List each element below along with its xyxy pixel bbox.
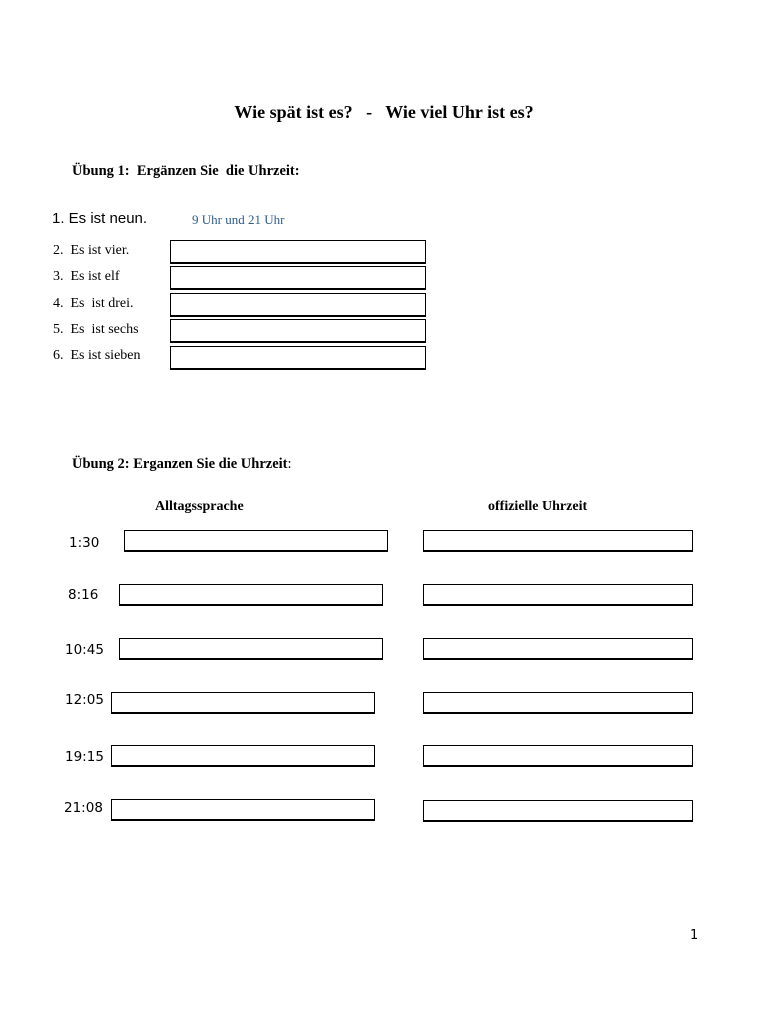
everyday-answer-box-3[interactable] bbox=[119, 638, 383, 660]
exercise-1-item-4: 4. Es ist drei. bbox=[53, 296, 134, 311]
exercise-1-item-6: 6. Es ist sieben bbox=[53, 348, 141, 363]
time-label-4: 12:05 bbox=[65, 692, 104, 708]
column-header-official: offizielle Uhrzeit bbox=[488, 499, 588, 514]
time-label-1: 1:30 bbox=[69, 535, 100, 551]
time-label-3: 10:45 bbox=[65, 642, 104, 658]
everyday-answer-box-5[interactable] bbox=[111, 745, 375, 767]
answer-box-1-6[interactable] bbox=[170, 346, 426, 370]
official-answer-box-4[interactable] bbox=[423, 692, 693, 714]
exercise-2-heading bbox=[72, 456, 292, 473]
exercise-2-heading-text: Übung 2: Erganzen Sie die Uhrzeit bbox=[72, 456, 288, 472]
example-answer: 9 Uhr und 21 Uhr bbox=[192, 212, 285, 227]
everyday-answer-box-6[interactable] bbox=[111, 799, 375, 821]
everyday-answer-box-2[interactable] bbox=[119, 584, 383, 606]
exercise-1-item-3: 3. Es ist elf bbox=[53, 269, 120, 284]
answer-box-1-5[interactable] bbox=[170, 319, 426, 343]
exercise-1-item-1: 1. Es ist neun. bbox=[52, 210, 148, 227]
exercise-1-heading: Übung 1: Ergänzen Sie die Uhrzeit: bbox=[72, 163, 300, 179]
everyday-answer-box-4[interactable] bbox=[111, 692, 375, 714]
column-header-everyday: Alltagssprache bbox=[155, 499, 244, 514]
official-answer-box-6[interactable] bbox=[423, 800, 693, 822]
time-label-2: 8:16 bbox=[68, 587, 99, 603]
answer-box-1-4[interactable] bbox=[170, 293, 426, 317]
time-label-5: 19:15 bbox=[65, 749, 104, 765]
answer-box-1-3[interactable] bbox=[170, 266, 426, 290]
everyday-answer-box-1[interactable] bbox=[124, 530, 388, 552]
official-answer-box-1[interactable] bbox=[423, 530, 693, 552]
official-answer-box-3[interactable] bbox=[423, 638, 693, 660]
official-answer-box-2[interactable] bbox=[423, 584, 693, 606]
exercise-1-item-5: 5. Es ist sechs bbox=[53, 322, 139, 337]
official-answer-box-5[interactable] bbox=[423, 745, 693, 767]
answer-box-1-2[interactable] bbox=[170, 240, 426, 264]
exercise-2-heading-colon: : bbox=[287, 456, 292, 472]
page-title: Wie spät ist es? - Wie viel Uhr ist es? bbox=[234, 102, 534, 122]
page-number: 1 bbox=[690, 928, 699, 943]
time-label-6: 21:08 bbox=[64, 800, 103, 816]
exercise-1-item-2: 2. Es ist vier. bbox=[53, 243, 130, 258]
